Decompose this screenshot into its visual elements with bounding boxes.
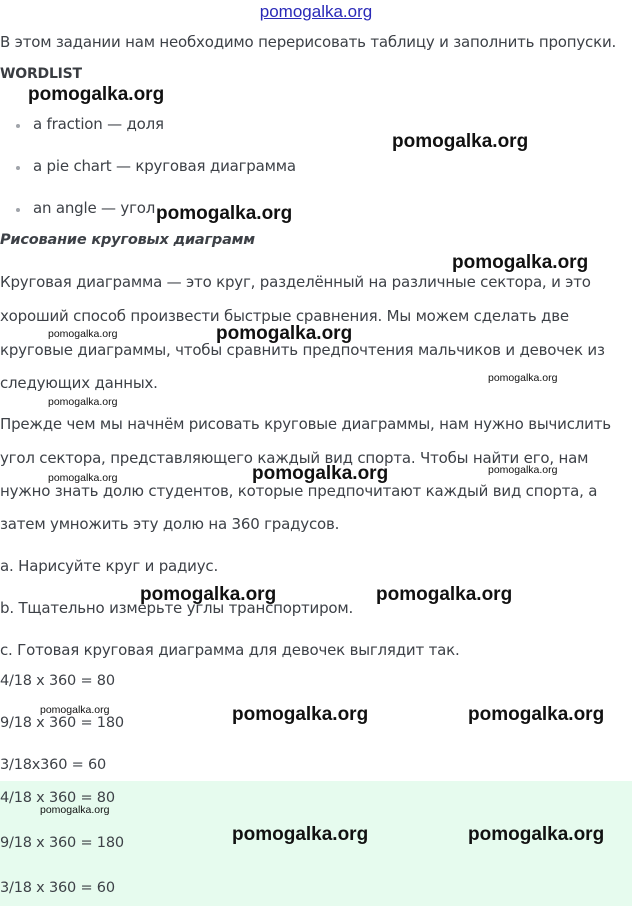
list-item-label: an angle — угол: [33, 199, 156, 217]
intro-text: В этом задании нам необходимо перерисовать таблицу и заполнить пропуски.: [0, 33, 617, 51]
watermark: pomogalka.org: [48, 328, 118, 340]
watermark: pomogalka.org: [468, 824, 605, 845]
paragraph-line: хороший способ произвести быстрые сравнения. Мы можем сделать две: [0, 307, 569, 325]
list-item-label: a pie chart — круговая диаграмма: [33, 157, 296, 175]
watermark: pomogalka.org: [252, 463, 389, 484]
calculation-line: 9/18 x 360 = 180: [0, 835, 124, 851]
calculation-line: 3/18 x 360 = 60: [0, 880, 115, 896]
paragraph-line: Круговая диаграмма — это круг, разделённый на различные сектора, и это: [0, 273, 591, 291]
watermark: pomogalka.org: [40, 804, 110, 816]
bullet-icon: [16, 208, 20, 212]
watermark: pomogalka.org: [488, 464, 558, 476]
watermark: pomogalka.org: [452, 252, 589, 273]
watermark: pomogalka.org: [468, 704, 605, 725]
calculation-line: 9/18 x 360 = 180: [0, 715, 124, 731]
step-item: c. Готовая круговая диаграмма для девочек выглядит так.: [0, 641, 460, 659]
paragraph-line: следующих данных.: [0, 374, 158, 392]
watermark: pomogalka.org: [232, 824, 369, 845]
step-item: b. Тщательно измерьте углы транспортиром.: [0, 599, 354, 617]
wordlist-title: WORDLIST: [0, 66, 82, 82]
paragraph-line: затем умножить эту долю на 360 градусов.: [0, 515, 340, 533]
watermark: pomogalka.org: [28, 84, 165, 105]
calculation-line: 4/18 x 360 = 80: [0, 673, 115, 689]
watermark: pomogalka.org: [232, 704, 369, 725]
watermark: pomogalka.org: [40, 704, 110, 716]
site-link[interactable]: pomogalka.org: [259, 2, 373, 21]
calculation-line: 4/18 x 360 = 80: [0, 790, 115, 806]
list-item-label: a fraction — доля: [33, 115, 164, 133]
bullet-icon: [16, 124, 20, 128]
bullet-icon: [16, 166, 20, 170]
step-item: a. Нарисуйте круг и радиус.: [0, 557, 219, 575]
section-title: Рисование круговых диаграмм: [0, 232, 255, 248]
watermark: pomogalka.org: [216, 323, 353, 344]
watermark: pomogalka.org: [392, 131, 529, 152]
paragraph-line: нужно знать долю студентов, которые предпочитают каждый вид спорта, а: [0, 482, 598, 500]
watermark: pomogalka.org: [376, 584, 513, 605]
watermark: pomogalka.org: [48, 396, 118, 408]
paragraph-line: угол сектора, представляющего каждый вид спорта. Чтобы найти его, нам: [0, 449, 589, 467]
watermark: pomogalka.org: [488, 372, 558, 384]
watermark: pomogalka.org: [156, 203, 293, 224]
paragraph-line: Прежде чем мы начнём рисовать круговые диаграммы, нам нужно вычислить: [0, 415, 611, 433]
paragraph-line: круговые диаграммы, чтобы сравнить предпочтения мальчиков и девочек из: [0, 341, 605, 359]
watermark: pomogalka.org: [140, 584, 277, 605]
calculation-line: 3/18x360 = 60: [0, 757, 107, 773]
watermark: pomogalka.org: [48, 472, 118, 484]
